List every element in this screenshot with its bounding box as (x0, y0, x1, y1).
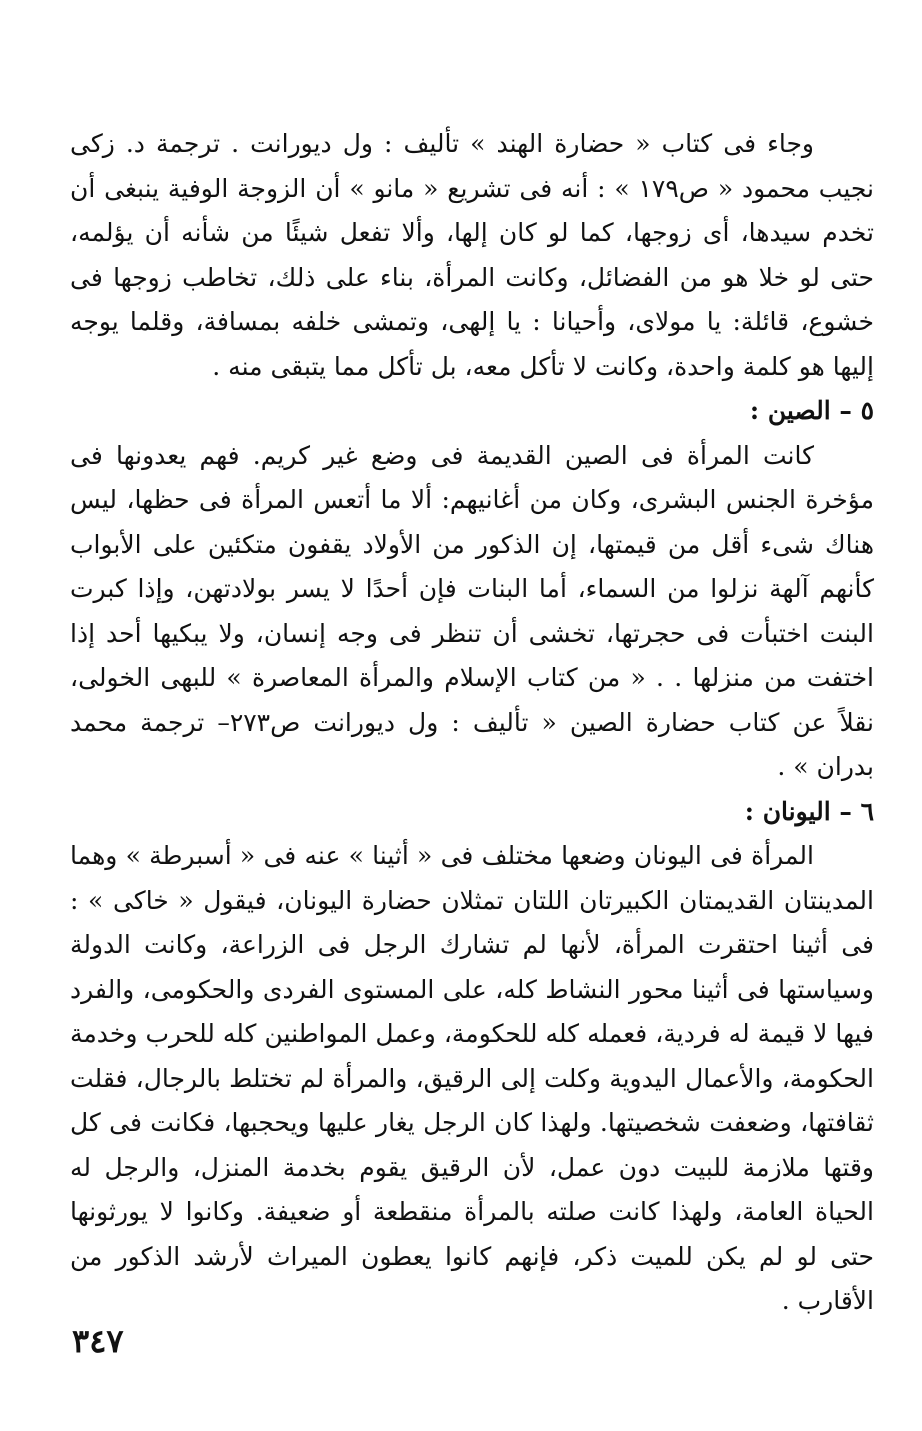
section-heading-china: ٥ – الصين : (749, 396, 874, 425)
page-number: ٣٤٧ (72, 1322, 124, 1360)
page-body (70, 122, 874, 1324)
paragraph-greece: المرأة فى اليونان وضعها مختلف فى « أثينا » عنه فى « أسبرطة » وهما المدينتان القديمتان الكبيرتان اللتان تمثلان حضارة اليونان، فيقول « خاكى » : فى أثينا احتقرت المرأة، لأنها لم تشارك الرجل فى الزراعة، وكانت الدولة وسياستها فى أثينا محور النشاط كله، على المستوى الفردى والحكومى، والفرد فيها لا قيمة له فردية، فعمله كله للحكومة، وعمل المواطنين كله للحرب وخدمة الحكومة، والأعمال اليدوية وكلت إلى الرقيق، والمرأة لم تختلط بالرجال، فقلت ثقافتها، وضعفت شخصيتها. ولهذا كان الرجل يغار عليها ويحجبها، فكانت فى كل وقتها ملازمة للبيت دون عمل، لأن الرقيق يقوم بخدمة المنزل، والرجل له الحياة العامة، ولهذا كانت صلته بالمرأة منقطعة أو ضعيفة. وكانوا لا يورثونها حتى لو لم يكن للميت ذكر، فإنهم كانوا يعطون الميراث لأرشد الذكور من الأقارب . (70, 841, 874, 1315)
paragraph-china: كانت المرأة فى الصين القديمة فى وضع غير كريم. فهم يعدونها فى مؤخرة الجنس البشرى، وكان من أغانيهم: ألا ما أتعس المرأة فى حظها، ليس هناك شىء أقل من قيمتها، إن الذكور من الأولاد يقفون متكئين على الأبواب كأنهم آلهة نزلوا من السماء، أما البنات فإن أحدًا لا يسر بولادتهن، وإذا كبرت البنت اختبأت فى حجرتها، تخشى أن تنظر فى وجه إنسان، ولا يبكيها أحد إذا اختفت من منزلها . . « من كتاب الإسلام والمرأة المعاصرة » للبهى الخولى، نقلاً عن كتاب حضارة الصين « تأليف : ول ديورانت ص٢٧٣– ترجمة محمد بدران » . (70, 440, 875, 781)
paragraph-india: وجاء فى كتاب « حضارة الهند » تأليف : ول ديورانت . ترجمة د. زكى نجيب محمود « ص١٧٩ » : أنه فى تشريع « مانو » أن الزوجة الوفية ينبغى أن تخدم سيدها، أى زوجها، كما لو كان إلها، وألا تفعل شيئًا من شأنه أن يؤلمه، حتى لو خلا هو من الفضائل، وكانت المرأة، بناء على ذلك، تخاطب زوجها فى خشوع، قائلة: يا مولاى، وأحيانا : يا إلهى، وتمشى خلفه بمسافة، وقلما يوجه إليها هو كلمة واحدة، وكانت لا تأكل معه، بل تأكل مما يتبقى منه . (70, 129, 874, 381)
section-heading-greece: ٦ – اليونان : (744, 796, 874, 826)
